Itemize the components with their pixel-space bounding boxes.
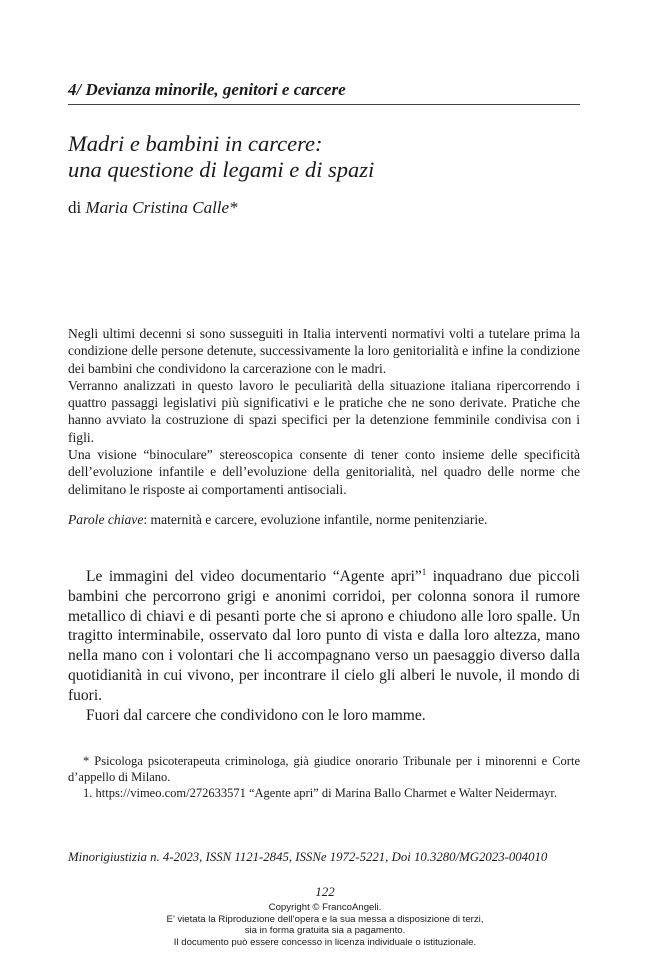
copyright-line: sia in forma gratuita sia a pagamento.: [244, 925, 406, 936]
footnotes: [68, 753, 580, 801]
body-paragraph: [68, 567, 580, 706]
title-line: una questione di legami e di spazi: [68, 157, 375, 182]
keywords-label: Parole chiave: [68, 512, 144, 527]
footnote: 1. https://vimeo.com/272633571 “Agente apri” di Marina Ballo Charmet e Walter Neidermayr.: [83, 786, 557, 800]
abstract-paragraph: Negli ultimi decenni si sono susseguiti in Italia interventi normativi volti a tutelare prima la condizione delle persone detenute, successivamente la loro genitorialità e infine la condizione dei bambini che condividono la carcerazione con le madri.: [68, 326, 580, 376]
title-line: Madri e bambini in carcere:: [68, 131, 323, 156]
abstract-paragraph: Verranno analizzati in questo lavoro le peculiarità della situazione italiana ripercorrendo i quattro passaggi legislativi più significativi e le pratiche che ne sono derivate. Pratiche che hanno avviato la costruzione di spazi specifici per la detenzione femminile condivisa con i figli.: [68, 377, 580, 445]
body-text-segment: Le immagini del video documentario “Agente apri”: [86, 568, 422, 585]
abstract-paragraph: Una visione “binoculare” stereoscopica consente di tener conto insieme delle specificità dell’evoluzione infantile e dell’evoluzione della genitorialità, nel quadro delle norme che delimitano le risposte ai comportamenti antisociali.: [68, 447, 580, 497]
copyright-line: Il documento può essere concesso in licenza individuale o istituzionale.: [173, 936, 477, 948]
copyright-line: Copyright © FrancoAngeli.: [268, 902, 382, 913]
author-prefix: di: [68, 198, 82, 217]
body-text-segment: inquadrano due piccoli bambini che percorrono grigi e anonimi corridoi, per colonna sonora il rumore metallico di chiavi e di pesanti porte che si aprono e chiudono alle loro spalle. Un tragitto interminabile, osservato dal loro punto di vista e dalla loro altezza, mano nella mano con i volontari che li accompagnano verso un paesaggio diverso dalla quotidianità in cui vivono, per incontrare il cielo gli alberi le nuvole, il mondo di fuori.: [68, 568, 580, 704]
copyright-line: E’ vietata la Riproduzione dell’opera e la sua messa a disposizione di terzi,: [166, 913, 484, 925]
footnote-reference: 1: [421, 566, 427, 577]
author-name: Maria Cristina Calle*: [85, 198, 238, 217]
author-byline: [68, 197, 238, 219]
journal-citation: Minorigiustizia n. 4-2023, ISSN 1121-2845, ISSNe 1972-5221, Doi 10.3280/MG2023-004010: [68, 850, 548, 864]
footnote: * Psicologa psicoterapeuta criminologa, già giudice onorario Tribunale per i minorenni e Corte d’appello di Milano.: [68, 754, 580, 784]
abstract: [68, 325, 580, 498]
body-paragraph: Fuori dal carcere che condividono con le loro mamme.: [86, 706, 426, 724]
keywords-text: : maternità e carcere, evoluzione infantile, norme penitenziarie.: [143, 512, 488, 527]
section-header: 4/ Devianza minorile, genitori e carcere: [68, 80, 580, 105]
keywords: [68, 511, 580, 528]
copyright-notice: [0, 902, 650, 948]
body-text: [68, 567, 580, 725]
page-number: 122: [315, 884, 335, 899]
article-title: [68, 131, 588, 183]
